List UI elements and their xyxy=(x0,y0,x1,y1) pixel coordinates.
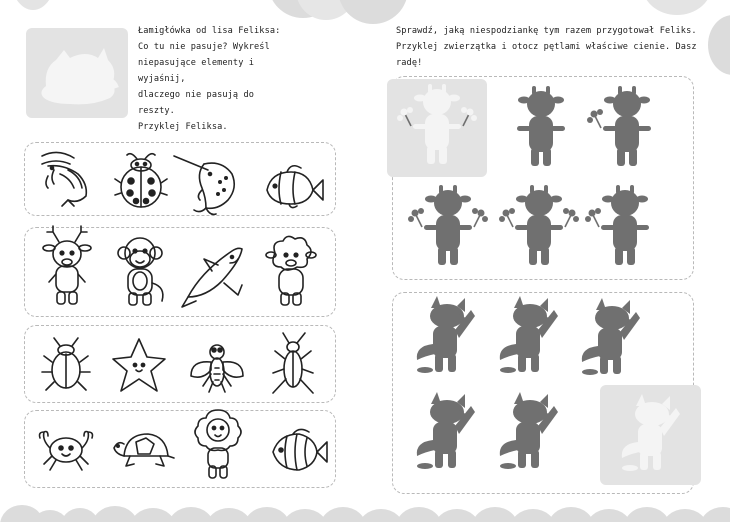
fox-shadow-2[interactable] xyxy=(500,296,558,373)
fly-icon[interactable] xyxy=(191,345,243,392)
shrimp-icon[interactable] xyxy=(42,152,86,206)
narwhal-icon[interactable] xyxy=(174,156,234,214)
fox-shadow-4[interactable] xyxy=(417,392,475,469)
lion-icon[interactable] xyxy=(195,410,241,478)
monkey-icon[interactable] xyxy=(118,238,163,305)
giraffe-sticker-ghost xyxy=(397,84,477,164)
instruction-line: Co tu nie pasuje? Wykreśl xyxy=(138,42,270,52)
instruction-line: dlaczego nie pasują do reszty. xyxy=(138,90,255,116)
shark-icon[interactable] xyxy=(182,248,242,307)
turtle-icon[interactable] xyxy=(114,434,174,466)
giraffe-shadow-5[interactable] xyxy=(585,185,649,265)
clownfish-icon[interactable] xyxy=(267,166,323,208)
instruction-line: niepasujące elementy i wyjaśnij, xyxy=(138,58,255,84)
giraffe-shadow-1[interactable] xyxy=(517,86,565,166)
giraffe-shadow-2[interactable] xyxy=(587,86,651,166)
instruction-line: Przyklej Feliksa. xyxy=(138,122,228,132)
cricket-icon[interactable] xyxy=(273,333,313,393)
fox-shadow-3[interactable] xyxy=(582,298,640,375)
instruction-line: radę! xyxy=(396,58,423,68)
fox-shadow-1[interactable] xyxy=(417,296,475,373)
deer-icon[interactable] xyxy=(43,226,91,304)
ladybug-icon[interactable] xyxy=(115,154,167,207)
starfish-icon[interactable] xyxy=(113,339,165,391)
beetle-icon[interactable] xyxy=(42,338,90,390)
crab-icon[interactable] xyxy=(40,432,93,471)
sheep-icon[interactable] xyxy=(266,236,316,305)
butterflyfish-icon[interactable] xyxy=(273,429,327,470)
fox-shadow-5[interactable] xyxy=(500,392,558,469)
giraffe-shadow-4[interactable] xyxy=(499,185,579,265)
instruction-line: Przyklej zwierzątka i otocz pętlami właściwe cienie. Dasz xyxy=(396,42,697,52)
fox-sticker-ghost xyxy=(622,394,680,471)
instruction-line: Łamigłówka od lisa Feliksa: xyxy=(138,26,281,36)
instruction-line: Sprawdź, jaką niespodziankę tym razem przygotował Feliks. xyxy=(396,26,697,36)
giraffe-shadow-3[interactable] xyxy=(408,185,488,265)
